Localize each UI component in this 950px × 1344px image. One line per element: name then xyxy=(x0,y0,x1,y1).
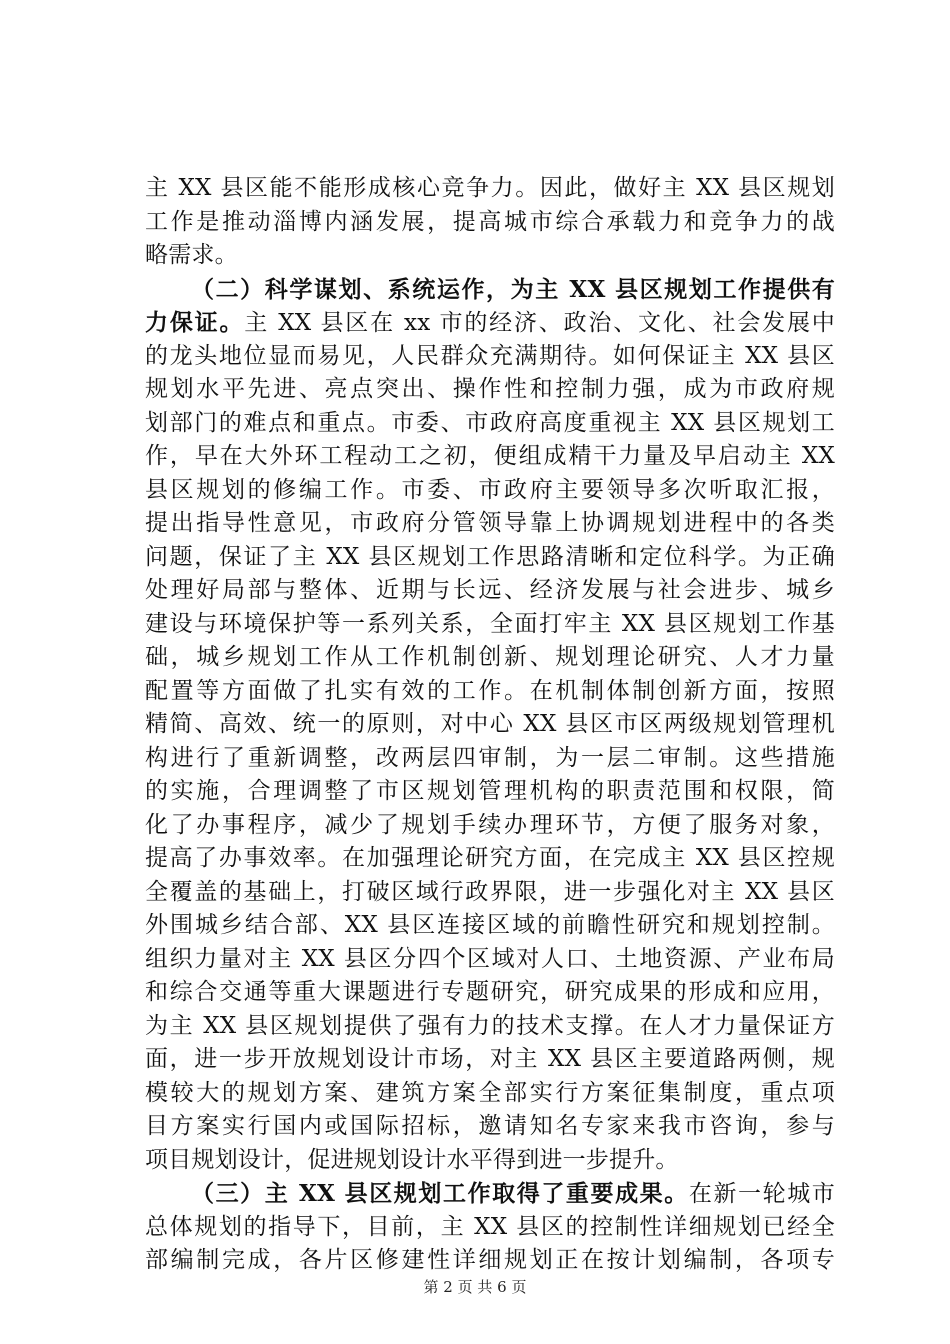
text-line xyxy=(145,641,835,675)
line-text: 划部门的难点和重点。市委、市政府高度重视主 XX 县区规划工 xyxy=(145,409,835,436)
text-line xyxy=(145,306,835,340)
text-line xyxy=(145,775,835,809)
text-line xyxy=(145,1211,835,1245)
text-line xyxy=(145,608,835,642)
line-text: 精简、高效、统一的原则，对中心 XX 县区市区两级规划管理机 xyxy=(145,711,835,737)
line-text: 构进行了重新调整，改两层四审制，为一层二审制。这些措施 xyxy=(145,744,835,771)
line-text: 模较大的规划方案、建筑方案全部实行方案征集制度，重点项 xyxy=(145,1079,835,1106)
line-text: 提出指导性意见，市政府分管领导靠上协调规划进程中的各类 xyxy=(145,510,835,536)
line-text: 作，早在大外环工程动工之初，便组成精干力量及早启动主 XX xyxy=(145,443,835,469)
bold-heading: 力保证。 xyxy=(145,309,245,336)
text-line xyxy=(145,842,835,876)
line-text: 全覆盖的基础上，打破区域行政界限，进一步强化对主 XX 县区 xyxy=(145,878,835,905)
text-line xyxy=(145,1244,835,1278)
text-line xyxy=(145,1010,835,1044)
line-text: 的龙头地位显而易见，人民群众充满期待。如何保证主 XX 县区 xyxy=(145,342,835,369)
line-text: 提高了办事效率。在加强理论研究方面，在完成主 XX 县区控规 xyxy=(145,845,835,871)
text-line xyxy=(145,1110,835,1144)
text-line xyxy=(145,172,835,206)
line-text: 处理好局部与整体、近期与长远、经济发展与社会进步、城乡 xyxy=(145,577,835,603)
line-text: 面，进一步开放规划设计市场，对主 XX 县区主要道路两侧，规 xyxy=(145,1046,835,1072)
text-line xyxy=(145,273,835,307)
line-text: 在新一轮城市 xyxy=(688,1181,835,1207)
text-line xyxy=(145,742,835,776)
line-text: 和综合交通等重大课题进行专题研究，研究成果的形成和应用， xyxy=(145,979,835,1005)
text-line xyxy=(145,708,835,742)
line-text: 项目规划设计，促进规划设计水平得到进一步提升。 xyxy=(145,1146,679,1173)
line-text: 主 XX 县区能不能形成核心竞争力。因此，做好主 XX 县区规划 xyxy=(145,175,835,201)
text-line xyxy=(145,507,835,541)
line-text: 略需求。 xyxy=(145,242,238,268)
line-text: 工作是推动淄博内涵发展，提高城市综合承载力和竞争力的战 xyxy=(145,208,835,235)
line-text: 配置等方面做了扎实有效的工作。在机制体制创新方面，按照 xyxy=(145,677,835,704)
text-line xyxy=(145,1077,835,1111)
text-line xyxy=(145,976,835,1010)
text-line xyxy=(145,1177,835,1211)
text-line xyxy=(145,541,835,575)
page-number-label: 第 2 页 共 6 页 xyxy=(423,1278,527,1296)
line-text: 化了办事程序，减少了规划手续办理环节，方便了服务对象， xyxy=(145,811,835,838)
line-text: 为主 XX 县区规划提供了强有力的技术支撑。在人才力量保证方 xyxy=(145,1012,835,1039)
line-text: 部编制完成，各片区修建性详细规划正在按计划编制，各项专 xyxy=(145,1247,835,1273)
line-text: 的实施，合理调整了市区规划管理机构的职责范围和权限，简 xyxy=(145,778,835,804)
line-text: 主 XX 县区在 xx 市的经济、政治、文化、社会发展中 xyxy=(244,310,835,336)
line-text: 外围城乡结合部、XX 县区连接区域的前瞻性研究和规划控制。 xyxy=(145,912,835,938)
document-body xyxy=(145,172,835,1278)
line-text: 规划水平先进、亮点突出、操作性和控制力强，成为市政府规 xyxy=(145,376,835,402)
line-text: 建设与环境保护等一系列关系，全面打牢主 XX 县区规划工作基 xyxy=(145,610,835,637)
text-line xyxy=(145,574,835,608)
line-text: 础，城乡规划工作从工作机制创新、规划理论研究、人才力量 xyxy=(145,644,835,670)
page-footer xyxy=(0,1276,950,1297)
text-line xyxy=(145,1043,835,1077)
bold-heading: （三）主 XX 县区规划工作取得了重要成果。 xyxy=(191,1180,689,1207)
text-line xyxy=(145,373,835,407)
line-text: 目方案实行国内或国际招标，邀请知名专家来我市咨询，参与 xyxy=(145,1113,835,1139)
text-line xyxy=(145,809,835,843)
line-text: 总体规划的指导下，目前，主 XX 县区的控制性详细规划已经全 xyxy=(145,1213,835,1240)
bold-heading: （二）科学谋划、系统运作，为主 XX 县区规划工作提供有 xyxy=(191,275,835,303)
text-line xyxy=(145,943,835,977)
line-text: 问题，保证了主 XX 县区规划工作思路清晰和定位科学。为正确 xyxy=(145,543,835,570)
text-line xyxy=(145,239,835,273)
line-text: 县区规划的修编工作。市委、市政府主要领导多次听取汇报， xyxy=(145,476,835,503)
text-line xyxy=(145,1144,835,1178)
text-line xyxy=(145,876,835,910)
text-line xyxy=(145,675,835,709)
text-line xyxy=(145,909,835,943)
text-line xyxy=(145,440,835,474)
text-line xyxy=(145,407,835,441)
line-text: 组织力量对主 XX 县区分四个区域对人口、土地资源、产业布局 xyxy=(145,945,835,972)
text-line xyxy=(145,474,835,508)
text-line xyxy=(145,206,835,240)
text-line xyxy=(145,340,835,374)
